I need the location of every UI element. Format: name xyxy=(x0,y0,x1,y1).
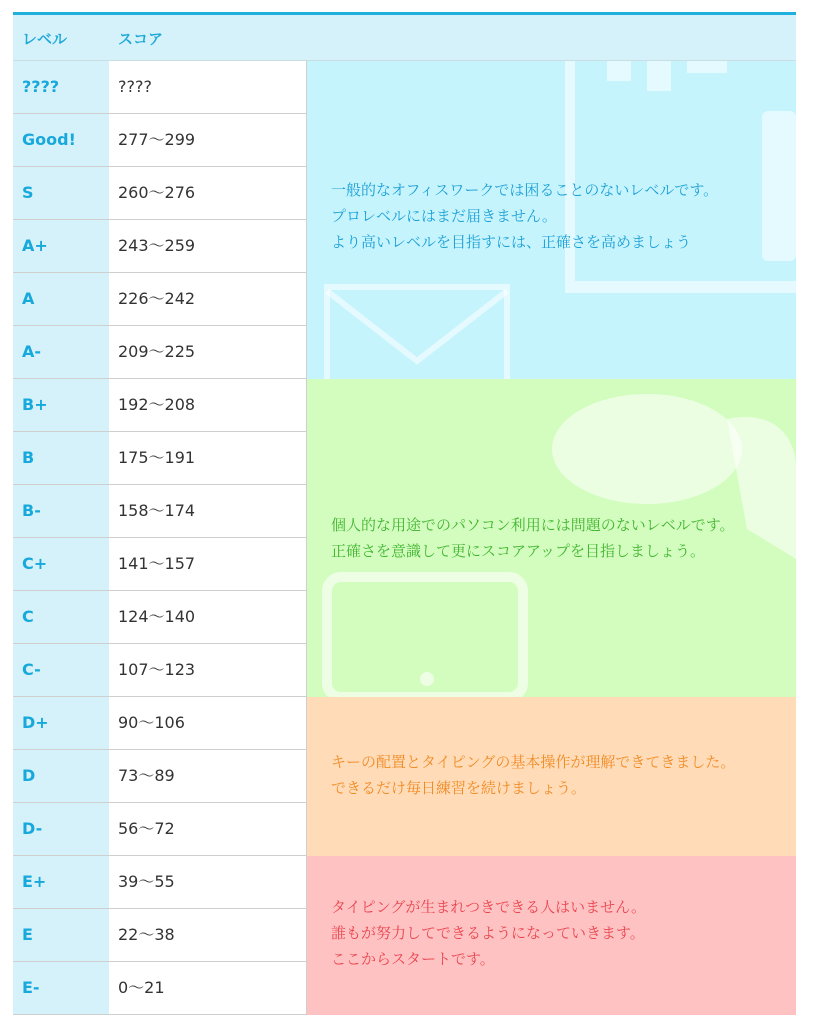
band-intermediate-message xyxy=(331,512,735,564)
table-row xyxy=(13,750,307,803)
message-line: 一般的なオフィスワークでは困ることのないレベルです。 xyxy=(331,181,719,199)
level-cell: E xyxy=(13,909,109,961)
table-row xyxy=(13,432,307,485)
level-cell: C+ xyxy=(13,538,109,590)
score-cell: 192〜208 xyxy=(109,379,307,431)
message-line: プロレベルにはまだ届きません。 xyxy=(331,207,557,225)
score-cell: 209〜225 xyxy=(109,326,307,378)
level-cell: B- xyxy=(13,485,109,537)
level-cell: A xyxy=(13,273,109,325)
score-cell: 226〜242 xyxy=(109,273,307,325)
score-cell: 141〜157 xyxy=(109,538,307,590)
band-advanced xyxy=(307,61,796,379)
level-cell: S xyxy=(13,167,109,219)
table-row xyxy=(13,61,307,114)
score-cell: 277〜299 xyxy=(109,114,307,166)
score-column-header: スコア xyxy=(118,30,164,48)
table-row xyxy=(13,856,307,909)
table-row xyxy=(13,326,307,379)
band-starter xyxy=(307,856,796,1015)
table-row xyxy=(13,697,307,750)
message-line: タイピングが生まれつきできる人はいません。 xyxy=(331,898,647,916)
score-cell: 124〜140 xyxy=(109,591,307,643)
level-cell: D+ xyxy=(13,697,109,749)
message-line: できるだけ毎日練習を続けましょう。 xyxy=(331,779,587,797)
message-line: 誰もが努力してできるようになっていきます。 xyxy=(331,924,645,942)
band-beginner xyxy=(307,697,796,856)
band-advanced-message xyxy=(331,177,718,255)
score-cell: 22〜38 xyxy=(109,909,307,961)
score-cell: 39〜55 xyxy=(109,856,307,908)
level-cell: E+ xyxy=(13,856,109,908)
table-row xyxy=(13,909,307,962)
band-starter-message xyxy=(331,894,646,972)
table-row xyxy=(13,167,307,220)
table-header xyxy=(13,15,796,61)
score-cell: 73〜89 xyxy=(109,750,307,802)
score-cell: 107〜123 xyxy=(109,644,307,696)
score-cell: 56〜72 xyxy=(109,803,307,855)
band-beginner-message xyxy=(331,749,735,801)
level-cell: C- xyxy=(13,644,109,696)
score-cell: 0〜21 xyxy=(109,962,307,1014)
table-row xyxy=(13,591,307,644)
score-cell: 243〜259 xyxy=(109,220,307,272)
message-line: 個人的な用途でのパソコン利用には問題のないレベルです。 xyxy=(331,516,735,534)
table-row xyxy=(13,962,307,1015)
level-cell: D xyxy=(13,750,109,802)
message-line: ここからスタートです。 xyxy=(331,950,495,968)
table-row xyxy=(13,273,307,326)
level-cell: A+ xyxy=(13,220,109,272)
level-cell: C xyxy=(13,591,109,643)
level-column-header: レベル xyxy=(22,30,68,48)
level-cell: D- xyxy=(13,803,109,855)
band-intermediate xyxy=(307,379,796,697)
score-cell: 260〜276 xyxy=(109,167,307,219)
message-line: より高いレベルを目指すには、正確さを高めましょう xyxy=(331,233,692,251)
table-row xyxy=(13,379,307,432)
score-cell: 158〜174 xyxy=(109,485,307,537)
level-cell: B xyxy=(13,432,109,484)
score-cell: ???? xyxy=(109,61,307,113)
score-cell: 175〜191 xyxy=(109,432,307,484)
level-cell: A- xyxy=(13,326,109,378)
table-row xyxy=(13,220,307,273)
level-cell: ???? xyxy=(13,61,109,113)
score-cell: 90〜106 xyxy=(109,697,307,749)
table-row xyxy=(13,538,307,591)
level-score-table xyxy=(13,12,796,1012)
table-row xyxy=(13,803,307,856)
level-cell: E- xyxy=(13,962,109,1014)
message-line: キーの配置とタイピングの基本操作が理解できてきました。 xyxy=(331,753,736,771)
message-line: 正確さを意識して更にスコアアップを目指しましょう。 xyxy=(331,542,705,560)
table-row xyxy=(13,114,307,167)
level-cell: B+ xyxy=(13,379,109,431)
table-row xyxy=(13,485,307,538)
level-cell: Good! xyxy=(13,114,109,166)
table-body xyxy=(13,61,307,1015)
table-row xyxy=(13,644,307,697)
